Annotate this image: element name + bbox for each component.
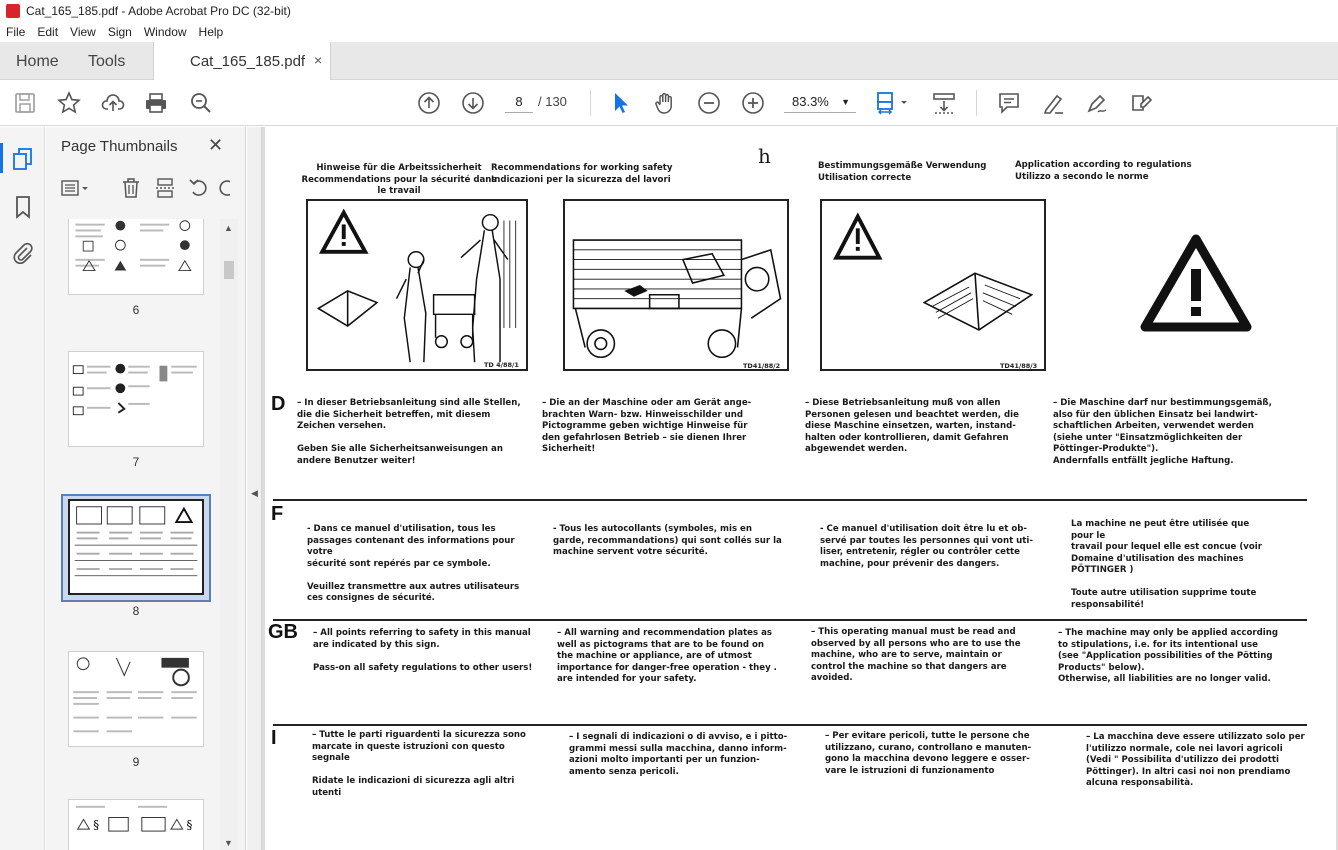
- language-marker-gb: GB: [268, 621, 298, 643]
- document-viewer[interactable]: [262, 127, 1338, 850]
- it-col1-text: – Tutte le parti riguardenti la sicurezza sono marcate in queste istruzioni con questo segnale Ridate le indicazioni di sicurezza agli altri utenti: [312, 730, 526, 798]
- it-col2-text: – I segnali di indicazioni o di avviso, e i pitto- grammi messi sulla macchina, danno inform- azioni molto importanti per un funzion- amento senza pericoli.: [569, 732, 788, 777]
- panel-collapse-handle[interactable]: [247, 127, 262, 850]
- bookmark-icon[interactable]: [11, 195, 35, 219]
- it-col3-text: – Per evitare pericoli, tutte le persone che utilizzano, curano, controllano e manuten- gono la macchina devono leggere e osser- vare le istruzioni di funzionamento: [825, 731, 1032, 776]
- menu-window[interactable]: Window: [143, 25, 187, 39]
- page-thumbnails-icon[interactable]: [11, 147, 35, 171]
- thumbnail-label: 8: [132, 604, 140, 618]
- header-intended-use-de-fr: Bestimmungsgemäße Verwendung Utilisation correcte: [818, 161, 987, 183]
- stamp-edit-icon[interactable]: [1129, 91, 1153, 115]
- fr-col1-text: - Dans ce manuel d'utilisation, tous les passages contenant des informations pour votre sécurité sont repérés par ce symbole. Veuillez transmettre aux autres utilisateurs ces consignes de sécurité.: [307, 524, 520, 603]
- de-col1-text: – In dieser Betriebsanleitung sind alle Stellen, die die Sicherheit betreffen, mit diesem Zeichen versehen. Geben Sie alle Sicherheitsanweisungen an andere Benutzer weiter!: [297, 398, 521, 466]
- menu-file[interactable]: File: [6, 25, 26, 39]
- chevron-down-icon: ▼: [841, 97, 850, 107]
- menu-help[interactable]: Help: [198, 25, 224, 39]
- page-number-input[interactable]: 8: [505, 91, 533, 113]
- thumbnail-scrollbar[interactable]: [220, 219, 238, 850]
- handwritten-mark: h: [758, 144, 771, 168]
- sign-pen-icon[interactable]: [1085, 91, 1109, 115]
- extract-pages-icon[interactable]: [154, 177, 176, 199]
- tab-document[interactable]: [153, 42, 331, 80]
- scroll-up-icon[interactable]: ▲: [224, 223, 233, 233]
- comment-icon[interactable]: [997, 91, 1021, 115]
- previous-page-icon[interactable]: [417, 91, 441, 115]
- language-marker-fr: F: [271, 503, 284, 525]
- toolbar-divider: [590, 90, 591, 116]
- gb-col2-text: – All warning and recommendation plates as well as pictograms that are to be found on the machine or appliance, are of utmost importance for danger-free operation - they . are intended for your safety.: [557, 628, 777, 684]
- active-indicator: [0, 143, 3, 173]
- tab-home[interactable]: Home: [16, 53, 59, 70]
- page-total: / 130: [538, 94, 567, 109]
- panel-title: Page Thumbnails: [61, 138, 178, 155]
- svg-text:§: §: [186, 818, 193, 833]
- tab-tools[interactable]: Tools: [88, 53, 126, 70]
- scroll-down-icon[interactable]: ▼: [224, 838, 233, 848]
- print-icon[interactable]: [144, 91, 168, 115]
- illustration-workers-reading: [306, 199, 528, 371]
- tab-bar: [0, 42, 1338, 80]
- gb-col4-text: – The machine may only be applied according to stipulations, i.e. for its intentional use (see "Application possibilities of the Pötting Products" below). Otherwise, all liabilities are no longer valid.: [1058, 628, 1279, 684]
- page-thumbnails-panel: [46, 127, 246, 850]
- gb-col3-text: – This operating manual must be read and observed by all persons who are to use the machine, who are to serve, maintain or control the machine so that dangers are avoided.: [811, 627, 1021, 683]
- section-divider: [273, 619, 1307, 621]
- upload-cloud-icon[interactable]: [101, 91, 125, 115]
- svg-text:§: §: [93, 818, 100, 833]
- thumbnail-label: 6: [132, 303, 140, 317]
- attachment-icon[interactable]: [11, 241, 35, 265]
- header-work-safety-en-it: Recommendations for working safety Indicazioni per la sicurezza del lavori: [491, 163, 673, 185]
- zoom-out-icon[interactable]: [697, 91, 721, 115]
- section-divider: [273, 499, 1307, 501]
- window-title: Cat_165_185.pdf - Adobe Acrobat Pro DC (32-bit): [26, 4, 291, 18]
- pdf-page: [265, 127, 1336, 850]
- thumbnail-page-10[interactable]: [68, 799, 204, 850]
- main-toolbar: [0, 80, 1338, 126]
- close-tab-icon[interactable]: ×: [314, 52, 323, 68]
- hand-tool-icon[interactable]: [653, 91, 677, 115]
- zoom-in-icon[interactable]: [741, 91, 765, 115]
- thumbnail-page-9[interactable]: [68, 651, 204, 747]
- star-icon[interactable]: [57, 91, 81, 115]
- rotate-left-icon[interactable]: [188, 177, 210, 199]
- figure-ref: TD 4/88/1: [484, 361, 519, 369]
- zoom-level-value: 83.3%: [792, 94, 829, 109]
- de-col3-text: – Diese Betriebsanleitung muß von allen Personen gelesen und beachtet werden, die diese Maschine einsetzen, warten, instand- halten oder kontrollieren, damit Gefahren abgewendet werden.: [805, 398, 1019, 454]
- zoom-search-icon[interactable]: [189, 91, 213, 115]
- scrollbar-thumb[interactable]: [224, 261, 234, 279]
- section-divider: [273, 724, 1307, 726]
- figure-ref: TD41/88/3: [1000, 362, 1038, 370]
- fr-col3-text: - Ce manuel d'utilisation doit être lu et ob- servé par toutes les personnes qui vont uti- liser, entretenir, régler ou contrôler cette machine, pour prévenir des dangers.: [820, 524, 1033, 569]
- acrobat-icon: [6, 4, 20, 18]
- fr-col2-text: - Tous les autocollants (symboles, mis en garde, recommandations) qui sont collés sur la machine servent votre sécurité.: [553, 524, 782, 557]
- thumbnail-page-8[interactable]: [68, 499, 204, 595]
- rotate-right-icon[interactable]: [216, 177, 230, 199]
- left-navigation-rail: [0, 127, 45, 850]
- thumbnail-label: 9: [132, 755, 140, 769]
- zoom-level-select[interactable]: [784, 91, 856, 113]
- tab-document-label: Cat_165_185.pdf: [190, 53, 306, 70]
- illustration-manual-book: [820, 199, 1046, 371]
- select-cursor-icon[interactable]: [609, 91, 633, 115]
- save-icon[interactable]: [13, 91, 37, 115]
- it-col4-text: – La macchina deve essere utilizzato solo per l'utilizzo normale, cole nei lavori agricoli (Vedi " Possibilita d'utilizzo dei prodotti Pöttinger). In altri casi noi non prendiamo alcuna responsabilità.: [1086, 732, 1305, 788]
- delete-page-icon[interactable]: [120, 177, 142, 199]
- window-titlebar: [0, 0, 1338, 22]
- gb-col1-text: – All points referring to safety in this manual are indicated by this sign. Pass-on all safety regulations to other users!: [313, 628, 533, 673]
- language-marker-it: I: [271, 727, 277, 749]
- de-col4-text: – Die Maschine darf nur bestimmungsgemäß, also für den üblichen Einsatz bei landwirt- schaftlichen Arbeiten, verwendet werden (siehe unter "Einsatzmöglichkeiten der Pöttinger-Produkte"). Andernfalls entfällt jegliche Haftung.: [1053, 398, 1272, 466]
- illustration-machine-warning-plate: [563, 199, 789, 371]
- toolbar-divider: [976, 90, 977, 116]
- options-menu-icon[interactable]: [60, 177, 92, 199]
- header-intended-use-en-it: Application according to regulations Utilizzo a secondo le norme: [1015, 160, 1192, 182]
- menu-edit[interactable]: Edit: [37, 25, 59, 39]
- thumbnail-label: 7: [132, 455, 140, 469]
- next-page-icon[interactable]: [461, 91, 485, 115]
- language-marker-de: D: [271, 393, 286, 415]
- menu-view[interactable]: View: [70, 25, 96, 39]
- thumbnail-toolbar: [56, 175, 236, 203]
- menu-sign[interactable]: Sign: [107, 25, 132, 39]
- scroll-mode-icon[interactable]: [932, 91, 956, 115]
- header-work-safety-de-fr: Hinweise für die Arbeitssicherheit Recommendations pour la sécurité dans le travail: [301, 163, 497, 196]
- highlight-pen-icon[interactable]: [1041, 91, 1065, 115]
- figure-ref: TD41/88/2: [743, 362, 781, 370]
- fit-page-icon[interactable]: [875, 91, 913, 115]
- warning-triangle-icon: [1139, 233, 1253, 333]
- thumbnail-page-6[interactable]: [68, 219, 204, 295]
- fr-col4-text: La machine ne peut être utilisée que pour le travail pour lequel elle est concue (voir Domaine d'utilisation des machines PÖTTINGER ) Toute autre utilisation supprime toute responsabilité!: [1071, 519, 1262, 610]
- thumbnail-list: [46, 219, 220, 850]
- thumbnail-page-7[interactable]: [68, 351, 204, 447]
- close-panel-icon[interactable]: ✕: [208, 135, 224, 155]
- de-col2-text: – Die an der Maschine oder am Gerät ange- brachten Warn- bzw. Hinweisschilder und Pictogramme geben wichtige Hinweise für den gefahrlosen Betrieb – sie dienen Ihrer Sicherheit!: [542, 398, 752, 454]
- menu-bar: [0, 22, 1338, 42]
- collapse-arrow-icon: ◀: [251, 488, 258, 498]
